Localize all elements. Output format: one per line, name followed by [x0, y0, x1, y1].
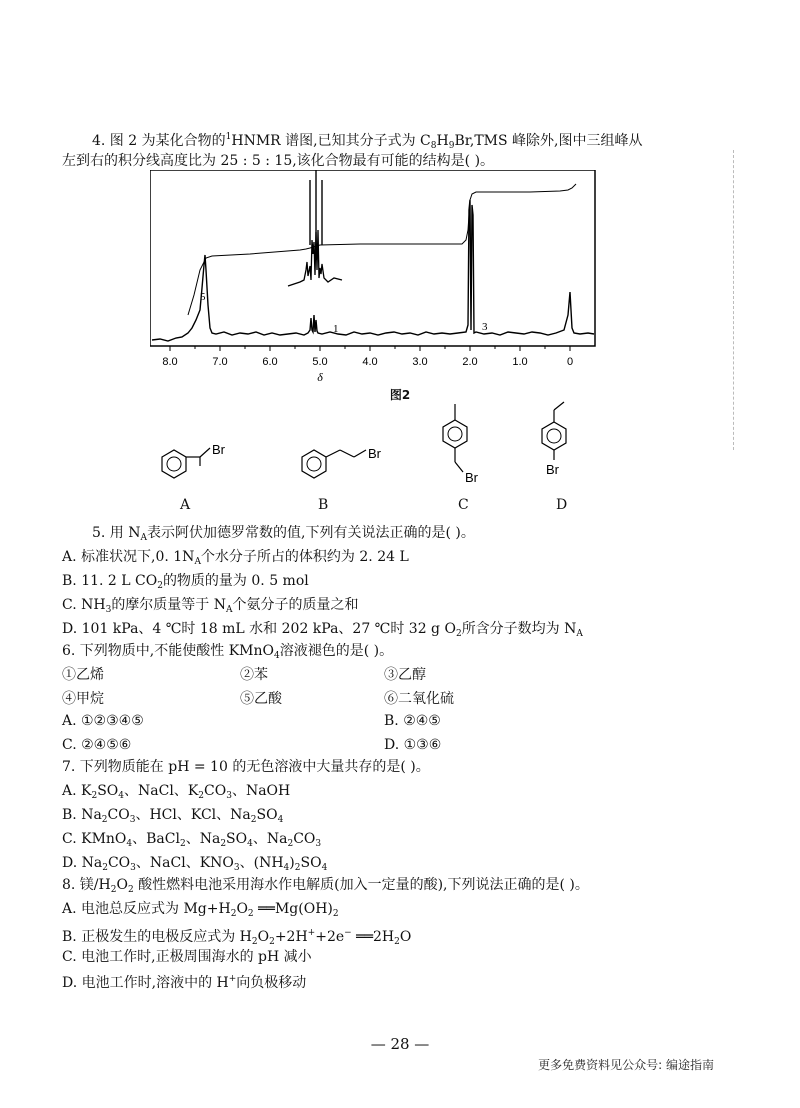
tick-label: 4.0	[362, 356, 378, 368]
q6-item-1: ①乙烯	[62, 667, 104, 683]
q7-option-b: B. $Na_2CO_3$、HCl、KCl、$Na_2SO_4$	[62, 807, 284, 825]
q6-item-4: ④甲烷	[62, 691, 104, 707]
q6-option-d: D. ①③⑥	[384, 737, 442, 753]
structure-c-label: C	[458, 497, 469, 513]
tick-label: 5.0	[312, 356, 328, 368]
x-axis-labels	[162, 356, 573, 368]
q6-item-2: ②苯	[240, 667, 268, 683]
structure-b-br: Br	[368, 446, 381, 461]
structure-a-label: A	[180, 497, 191, 513]
q6-stem: 6. 下列物质中,不能使酸性 KMnO$_4$溶液褪色的是( )。	[62, 643, 394, 661]
tick-label: 8.0	[162, 356, 178, 368]
q6-option-c: C. ②④⑤⑥	[62, 737, 132, 753]
tick-label: 7.0	[212, 356, 228, 368]
axis-label-delta: δ	[317, 370, 323, 384]
figure-caption: 图2	[389, 388, 411, 402]
tick-label: 3.0	[412, 356, 428, 368]
structure-c	[425, 400, 505, 495]
structure-b	[290, 420, 400, 495]
q6-option-a: A. ①②③④⑤	[62, 713, 144, 729]
q5-option-b: B. 11. 2 L $CO_2$的物质的量为 0. 5 mol	[62, 573, 309, 591]
q5-option-d: D. 101 kPa、4 ℃时 18 mL 水和 202 kPa、27 ℃时 32 g $O_2$所含分子数均为 $N_A$	[62, 621, 583, 639]
page-number: — 28 —	[370, 1035, 430, 1053]
peak-label-3: 3	[482, 321, 488, 333]
tick-label: 2.0	[462, 356, 478, 368]
structure-a-br: Br	[212, 442, 225, 457]
baseline-trace	[152, 200, 594, 341]
q8-option-d: D. 电池工作时,溶液中的 H+向负极移动	[62, 974, 307, 991]
inset-multiplet	[288, 230, 342, 286]
structure-d-label: D	[556, 497, 568, 513]
tick-label: 1.0	[512, 356, 528, 368]
structure-d-br: Br	[546, 462, 559, 477]
tick-label: 0	[566, 356, 574, 368]
q5-stem: 5. 用 $N_A$表示阿伏加德罗常数的值,下列有关说法正确的是( )。	[92, 525, 475, 543]
tick-label: 6.0	[262, 356, 278, 368]
nmr-spectrum	[150, 170, 600, 385]
q5-option-c: C. $NH_3$的摩尔质量等于 $N_A$个氨分子的质量之和	[62, 597, 359, 615]
q7-option-c: C. KMnO$_4$、BaCl$_2$、$Na_2SO_4$、$Na_2CO_3$	[62, 831, 322, 849]
peak-label-5: 5	[200, 291, 206, 303]
q4-stem-line1: 4. 图 2 为某化合物的$^1$HNMR 谱图,已知其分子式为 $C_8H_9Br,TMS$ 峰除外,图中三组峰从	[92, 132, 643, 151]
q7-option-a: A. $K_2SO_4$、NaCl、$K_2CO_3$、NaOH	[62, 783, 291, 801]
page-edge-mark	[733, 150, 734, 450]
footer-note: 更多免费资料见公众号: 编途指南	[538, 1058, 714, 1072]
q6-item-3: ③乙醇	[384, 667, 426, 683]
structure-b-label: B	[318, 497, 329, 513]
q7-option-d: D. $Na_2CO_3$、NaCl、$KNO_3$、$(NH_4)_2SO_4$	[62, 855, 328, 873]
spectrum-frame	[150, 170, 595, 346]
structure-d	[532, 398, 612, 493]
q7-stem: 7. 下列物质能在 pH = 10 的无色溶液中大量共存的是( )。	[62, 759, 430, 775]
q5-option-a: A. 标准状况下,0. $1N_A$个水分子所占的体积约为 2. 24 L	[62, 549, 409, 567]
peak-label-1: 1	[333, 323, 339, 335]
q8-option-a: A. 电池总反应式为 $Mg+H_2O_2$ $══Mg(OH)_2$	[62, 901, 339, 919]
q8-option-c: C. 电池工作时,正极周围海水的 pH 减小	[62, 949, 312, 965]
q8-option-b: B. 正极发生的电极反应式为 $H_2O_2+2H^++2e^-$ $══2H_2O$	[62, 928, 412, 947]
q8-stem: 8. 镁$/H_2O_2$ 酸性燃料电池采用海水作电解质(加入一定量的酸),下列说法正确的是( )。	[62, 877, 589, 895]
q6-option-b: B. ②④⑤	[384, 713, 441, 729]
structure-c-br: Br	[465, 470, 478, 485]
q6-item-5: ⑤乙酸	[240, 691, 282, 707]
q6-item-6: ⑥二氧化硫	[384, 691, 454, 707]
q4-stem-line2: 左到右的积分线高度比为 25 : 5 : 15,该化合物最有可能的结构是( )。	[62, 153, 495, 169]
structure-a	[150, 420, 250, 495]
integration-curve	[188, 184, 576, 315]
